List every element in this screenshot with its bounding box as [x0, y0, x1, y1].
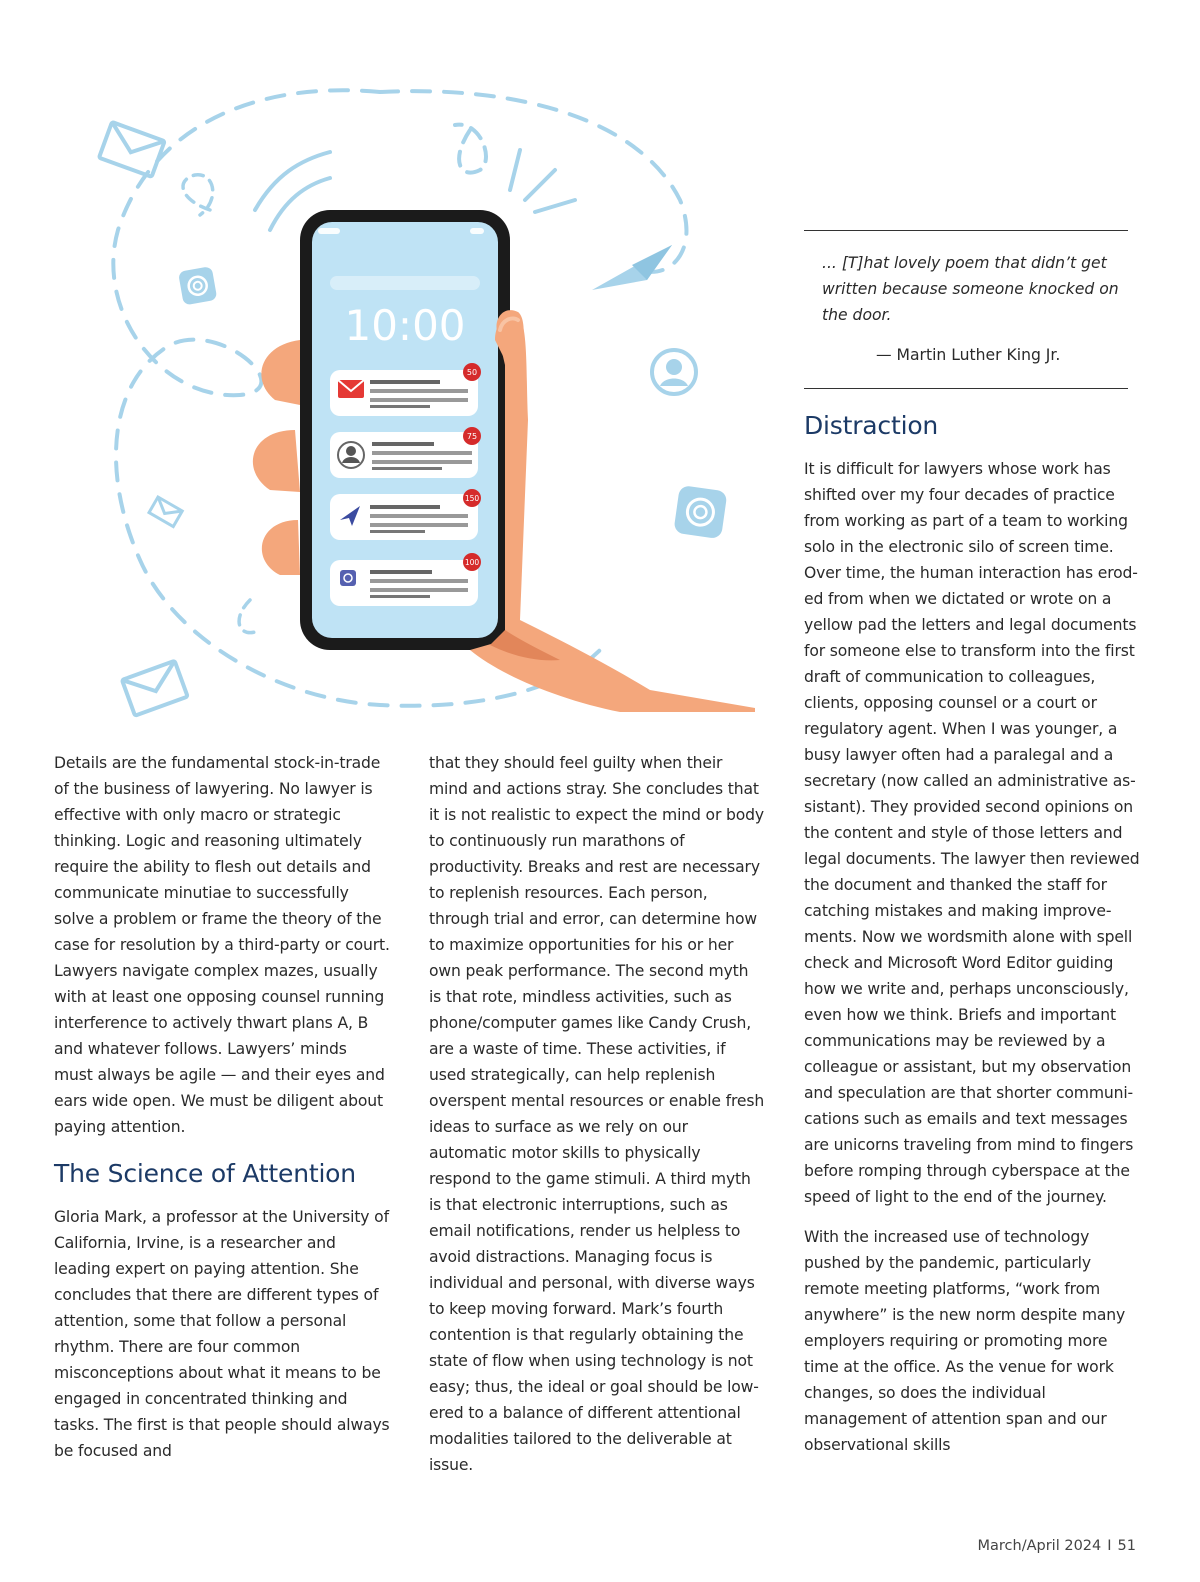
quote-bottom-rule — [804, 388, 1128, 389]
section-heading: The Science of Attention — [54, 1159, 356, 1188]
paper-plane-icon — [592, 245, 672, 290]
column-2 — [429, 750, 765, 1478]
notification-card-app — [330, 553, 481, 606]
column-1 — [54, 750, 390, 1464]
intro-paragraph: Details are the fundamental stock-in-trade of the business of lawyering. No lawyer is effective with only macro or strategic thinking. Logic and reasoning ultimately require the ability to flesh out details and communicate minutiae to successfully solve a problem or frame the theory of the case for resolution by a third-party or court. Lawyers navigate complex mazes, usually with at least one opposing counsel running interference to actively thwart plans A, B and whatever follows. Lawyers’ minds must always be agile — and their eyes and ears wide open. We must be diligent about paying attention. — [54, 754, 390, 1136]
section-heading: Distraction — [804, 411, 939, 440]
spiral-app-icon — [178, 266, 217, 305]
body-paragraph: With the increased use of technology pushed by the pandemic, particularly remote meeting platforms, “work from anywhere” is the new norm despite many employers requiring or promoting more time at the office. As the venue for work changes, so does the individual management of attention span and our observational skills — [804, 1228, 1126, 1454]
notification-card-mail — [330, 363, 481, 416]
envelope-icon — [99, 122, 165, 177]
column-3 — [804, 410, 1142, 1458]
notification-card-send — [330, 489, 481, 540]
notification-badge: 100 — [464, 558, 480, 567]
page-footer — [978, 1538, 1136, 1554]
phone-notifications-illustration — [0, 0, 760, 720]
quote-attribution: — Martin Luther King Jr. — [876, 346, 1061, 364]
body-paragraph: It is difficult for lawyers whose work has shifted over my four decades of practice from working as part of a team to working solo in the electronic silo of screen time. Over time, the human interaction has eroded from when we dictated or wrote on a yellow pad the letters and legal documents for someone else to transform into the first draft of communication to colleagues, clients, opposing counsel or a court or regulatory agent. When I was younger, a busy lawyer often had a paralegal and a secretary (now called an administrative assistant). They provided second opinions on the content and style of those letters and legal documents. The lawyer then reviewed the document and thanked the staff for catching mistakes and making improvements. Now we wordsmith alone with spell check and Microsoft Word Editor guiding how we write and, perhaps unconsciously, even how we think. Briefs and important communications may be reviewed by a colleague or assistant, but my observation and speculation are that shorter communications such as emails and text messages are unicorns traveling from mind to fingers before romping through cyberspace at the speed of light to the end of the journey. — [804, 460, 1140, 1206]
user-icon — [652, 350, 696, 394]
notification-badge: 75 — [466, 432, 478, 441]
page-number: 51 — [1117, 1538, 1136, 1554]
quote-top-rule — [804, 230, 1128, 231]
footer-separator: I — [1107, 1538, 1112, 1554]
envelope-icon — [149, 497, 182, 527]
issue-date: March/April 2024 — [977, 1538, 1102, 1554]
notification-card-contact — [330, 427, 481, 478]
dashed-loop-bottom — [239, 600, 260, 633]
body-paragraph: Gloria Mark, a professor at the University of California, Irvine, is a researcher and leading expert on paying attention. She concludes that there are different types of attention, some that follow a personal rhythm. There are four common misconceptions about what it means to be engaged in concentrated thinking and tasks. The first is that people should always be focused and — [54, 1208, 390, 1460]
spiral-app-icon — [673, 485, 727, 539]
notification-badge: 50 — [466, 368, 478, 377]
dashed-loop-left — [183, 175, 213, 215]
body-paragraph: that they should feel guilty when their mind and actions stray. She concludes that it is not realistic to expect the mind or body to continuously run marathons of productivity. Breaks and rest are necessary to replenish resources. Each person, through trial and error, can determine how to maximize opportunities for his or her own peak performance. The second myth is that rote, mindless activities, such as phone/computer games like Candy Crush, are a waste of time. These activities, if used strategically, can help replenish overspent mental resources or enable fresh ideas to surface as we rely on our automatic motor skills to physically respond to the game stimuli. A third myth is that electronic interruptions, such as email notifications, render us helpless to avoid distractions. Managing focus is individual and personal, with diverse ways to keep moving forward. Mark’s fourth contention is that regularly obtaining the state of flow when using technology is not easy; thus, the ideal or goal should be lowered to a balance of different attentional modalities tailored to the deliverable at issue. — [429, 754, 765, 1474]
pull-quote: ... [T]hat lovely poem that didn’t get written because someone knocked on the door. — [822, 254, 1119, 324]
notification-badge: 150 — [464, 494, 480, 503]
envelope-icon — [122, 661, 188, 716]
dashed-loop-small — [455, 125, 486, 173]
phone-time: 10:00 — [344, 301, 466, 350]
